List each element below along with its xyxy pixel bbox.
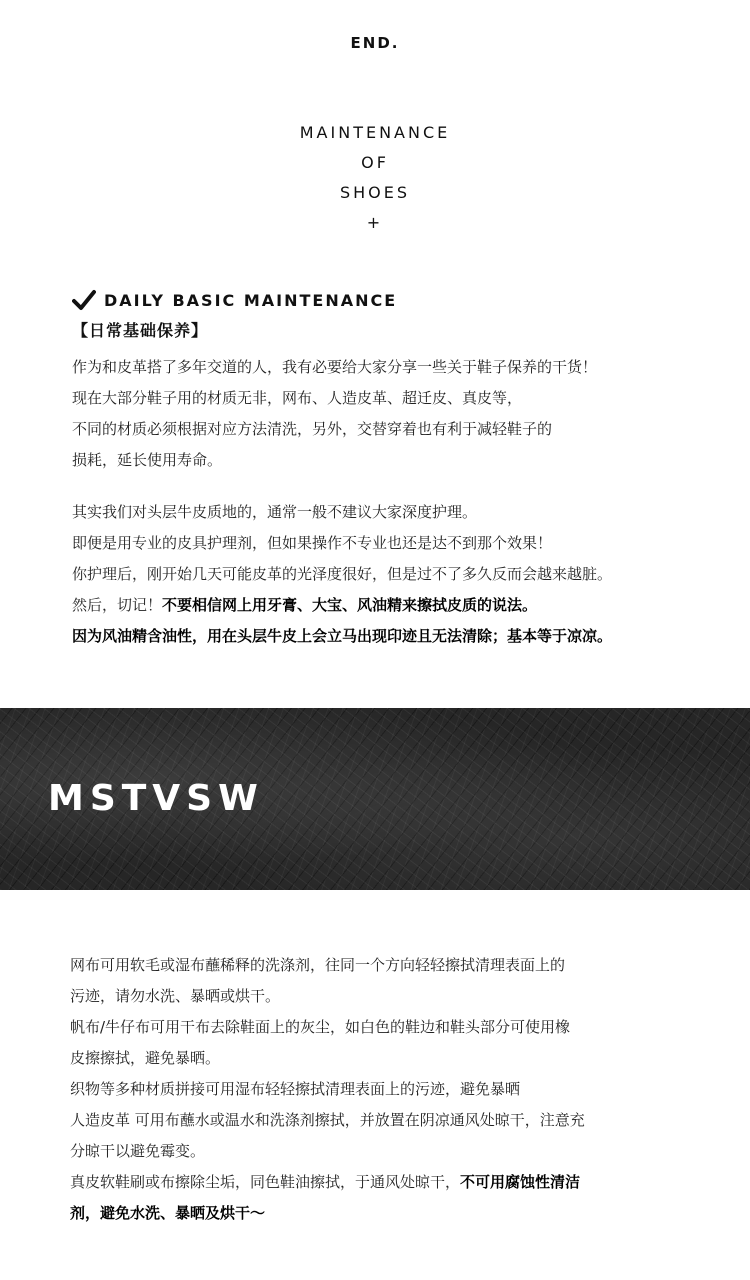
paragraph-line: 即便是用专业的皮具护理剂，但如果操作不专业也还是达不到那个效果！ [72, 534, 553, 552]
leather-care-paragraph [72, 497, 712, 652]
warning-line: 剂，避免水洗、暴晒及烘干～ [70, 1204, 266, 1222]
paragraph-line: 网布可用软毛或湿布蘸稀释的洗涤剂，往同一个方向轻轻擦拭清理表面上的 [70, 956, 566, 974]
headline-line-2: OF [361, 153, 389, 172]
paragraph-line [72, 590, 712, 621]
paragraph-line [70, 1167, 710, 1198]
headline-line-1: MAINTENANCE [299, 123, 451, 142]
banner-title: MSTVSW [48, 778, 264, 819]
check-icon [72, 288, 96, 312]
paragraph-line: 帆布/牛仔布可用干布去除鞋面上的灰尘，如白色的鞋边和鞋头部分可使用橡 [70, 1018, 571, 1036]
paragraph-text: 然后，切记！ [72, 596, 163, 614]
leather-texture-banner [0, 708, 750, 890]
page-headline [0, 118, 750, 238]
paragraph-line: 分晾干以避免霉变。 [70, 1142, 206, 1160]
paragraph-line: 织物等多种材质拼接可用湿布轻轻擦拭清理表面上的污迹，避免暴晒 [70, 1080, 521, 1098]
warning-text: 不要相信网上用牙膏、大宝、风油精来擦拭皮质的说法。 [162, 596, 538, 614]
headline-line-3: SHOES [339, 183, 411, 202]
paragraph-line: 人造皮革 可用布蘸水或温水和洗涤剂擦拭，并放置在阴凉通风处晾干，注意充 [70, 1111, 585, 1129]
section-subtitle: 【日常基础保养】 [72, 321, 209, 340]
paragraph-line: 作为和皮革搭了多年交道的人，我有必要给大家分享一些关于鞋子保养的干货！ [72, 358, 598, 376]
paragraph-line: 皮擦擦拭，避免暴晒。 [70, 1049, 221, 1067]
section-header [72, 288, 397, 312]
paragraph-line: 不同的材质必须根据对应方法清洗，另外，交替穿着也有利于减轻鞋子的 [72, 420, 553, 438]
paragraph-text: 真皮软鞋刷或布擦除尘垢，同色鞋油擦拭，于通风处晾干， [70, 1173, 461, 1191]
warning-text: 不可用腐蚀性清洁 [460, 1173, 581, 1191]
warning-line: 因为风油精含油性，用在头层牛皮上会立马出现印迹且无法清除；基本等于凉凉。 [72, 627, 613, 645]
brand-logo: END. [350, 34, 400, 52]
section-title: DAILY BASIC MAINTENANCE [104, 290, 398, 310]
paragraph-line: 其实我们对头层牛皮质地的，通常一般不建议大家深度护理。 [72, 503, 478, 521]
headline-plus-mark: + [366, 213, 384, 232]
paragraph-line: 你护理后，刚开始几天可能皮革的光泽度很好，但是过不了多久反而会越来越脏。 [72, 565, 613, 583]
intro-paragraph [72, 352, 712, 476]
paragraph-line: 现在大部分鞋子用的材质无非，网布、人造皮革、超迁皮、真皮等， [72, 389, 523, 407]
paragraph-line: 损耗，延长使用寿命。 [72, 451, 223, 469]
materials-paragraph [70, 950, 710, 1229]
paragraph-line: 污迹，请勿水洗、暴晒或烘干。 [70, 987, 281, 1005]
